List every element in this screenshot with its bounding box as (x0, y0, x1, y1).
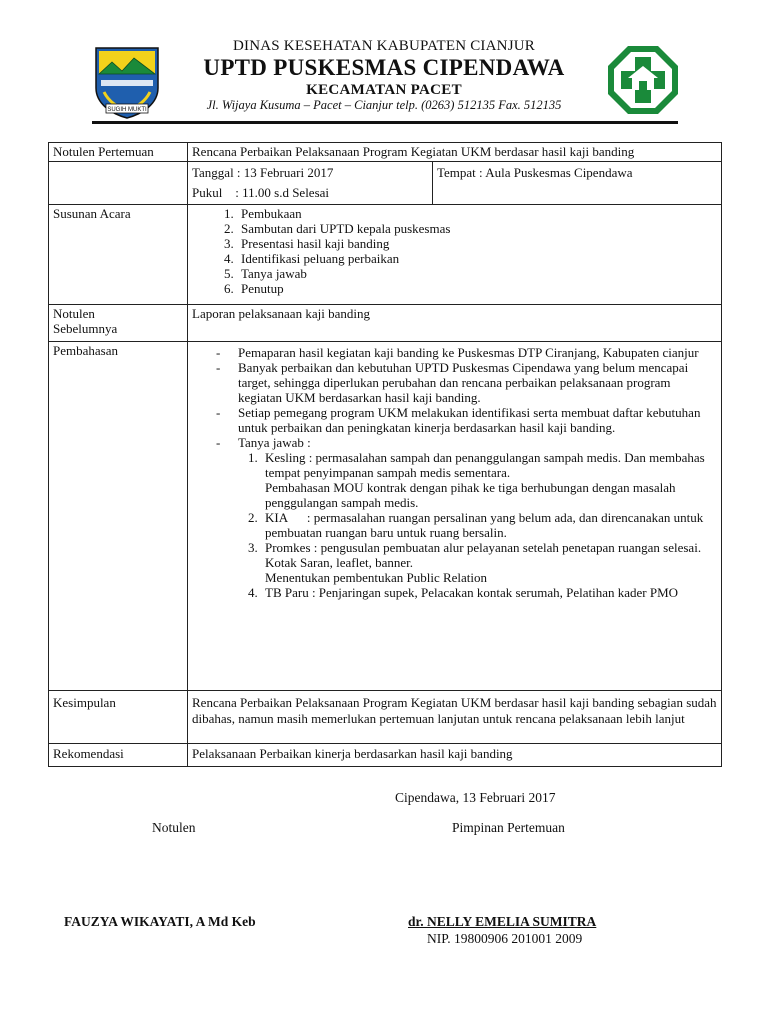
qa-item-tb-paru: 4. TB Paru : Penjaringan supek, Pelacakan kontak serumah, Pelatihan kader PMO (261, 585, 717, 600)
header-address: Jl. Wijaya Kusuma – Pacet – Cianjur telp. (0263) 512135 Fax. 512135 (206, 98, 562, 112)
label-kesimpulan: Kesimpulan (49, 691, 188, 744)
label-pembahasan: Pembahasan (49, 342, 188, 691)
value-pukul (192, 185, 428, 200)
value-recommendation: Pelaksanaan Perbaikan kinerja berdasarkan hasil kaji banding (188, 744, 722, 767)
agenda-item: 2. Sambutan dari UPTD kepala puskesmas (237, 221, 717, 236)
minutes-table (48, 142, 722, 767)
discussion-item-qa (216, 435, 717, 600)
discussion-item: - Banyak perbaikan dan kebutuhan UPTD Puskesmas Cipendawa yang belum mencapai target, sehingga diperlukan perubahan dan rencana perbaikan pelaksanaan program kegiatan UKM berdasarkan hasil kaji banding. (216, 360, 717, 405)
agenda-list (192, 206, 717, 296)
header-district: KECAMATAN PACET (306, 82, 462, 98)
row-recommendation (49, 744, 722, 767)
value-meeting-title: Rencana Perbaikan Pelaksanaan Program Kegiatan UKM berdasar hasil kaji banding (188, 143, 722, 162)
agenda-item: 3. Presentasi hasil kaji banding (237, 236, 717, 251)
header-title: UPTD PUSKESMAS CIPENDAWA (203, 55, 565, 80)
row-meeting-title (49, 143, 722, 162)
signature-place-date: Cipendawa, 13 Februari 2017 (395, 790, 556, 805)
cell-agenda (188, 205, 722, 305)
agenda-item: 4. Identifikasi peluang perbaikan (237, 251, 717, 266)
qa-item-kia: 2. KIA : permasalahan ruangan persalinan yang belum ada, dan direncanakan untuk pembuatan ruangan baru untuk ruang bersalin. (261, 510, 717, 540)
cell-date-time (188, 162, 433, 205)
label-notulen-sebelumnya (49, 305, 188, 342)
signature-right-name: dr. NELLY EMELIA SUMITRA (408, 914, 597, 929)
label-line: Notulen (53, 306, 95, 321)
pukul-label: Pukul (192, 185, 223, 200)
value-conclusion: Rencana Perbaikan Pelaksanaan Program Kegiatan UKM berdasar hasil kaji banding sebagian sudah dibahas, namun masih memerlukan pertemuan lanjutan untuk rencana pelaksanaan lebih lanjut (188, 691, 722, 744)
agenda-item: 5. Tanya jawab (237, 266, 717, 281)
value-tempat: Tempat : Aula Puskesmas Cipendawa (433, 162, 722, 205)
qa-heading: - Tanya jawab : (238, 435, 311, 450)
label-susunan-acara: Susunan Acara (49, 205, 188, 305)
cell-discussion (188, 342, 722, 691)
signature-right-role: Pimpinan Pertemuan (452, 820, 565, 835)
row-discussion (49, 342, 722, 691)
label-rekomendasi: Rekomendasi (49, 744, 188, 767)
header-divider (92, 121, 678, 124)
value-previous-minutes: Laporan pelaksanaan kaji banding (188, 305, 722, 342)
qa-item-kesling: 1. Kesling : permasalahan sampah dan penanggulangan sampah medis. Dan membahas tempat penyimpanan sampah medis sementara. Pembahasan MOU kontrak dengan pihak ke tiga berhubungan dengan masalah penggulangan sampah medis. (261, 450, 717, 510)
pukul-value: : 11.00 s.d Selesai (235, 185, 330, 200)
signature-left-name: FAUZYA WIKAYATI, A Md Keb (64, 914, 256, 929)
discussion-item: - Pemaparan hasil kegiatan kaji banding ke Puskesmas DTP Ciranjang, Kabupaten cianjur (216, 345, 717, 360)
value-tanggal: Tanggal : 13 Februari 2017 (192, 165, 334, 180)
row-conclusion (49, 691, 722, 744)
signature-left-role: Notulen (152, 820, 196, 835)
agenda-item: 6. Penutup (237, 281, 717, 296)
label-line: Sebelumnya (53, 321, 118, 336)
row-agenda (49, 205, 722, 305)
row-previous-minutes (49, 305, 722, 342)
discussion-list (192, 345, 717, 600)
agenda-item: 1. Pembukaan (237, 206, 717, 221)
label-empty (49, 162, 188, 205)
header-agency: DINAS KESEHATAN KABUPATEN CIANJUR (233, 38, 535, 54)
emblem-motto: SUGIH MUKTI (107, 107, 147, 113)
qa-item-promkes: 3. Promkes : pengusulan pembuatan alur pelayanan setelah penetapan ruangan selesai. Kotak Saran, leaflet, banner. Menentukan pembentukan Public Relation (261, 540, 717, 585)
qa-list (216, 450, 717, 600)
label-notulen-pertemuan: Notulen Pertemuan (49, 143, 188, 162)
signature-right-nip: NIP. 19800906 201001 2009 (427, 931, 583, 946)
discussion-item: - Setiap pemegang program UKM melakukan identifikasi serta membuat daftar kebutuhan untuk perbaikan dan peningkatan kinerja berdasarkan hasil kaji banding. (216, 405, 717, 435)
row-date-place (49, 162, 722, 205)
